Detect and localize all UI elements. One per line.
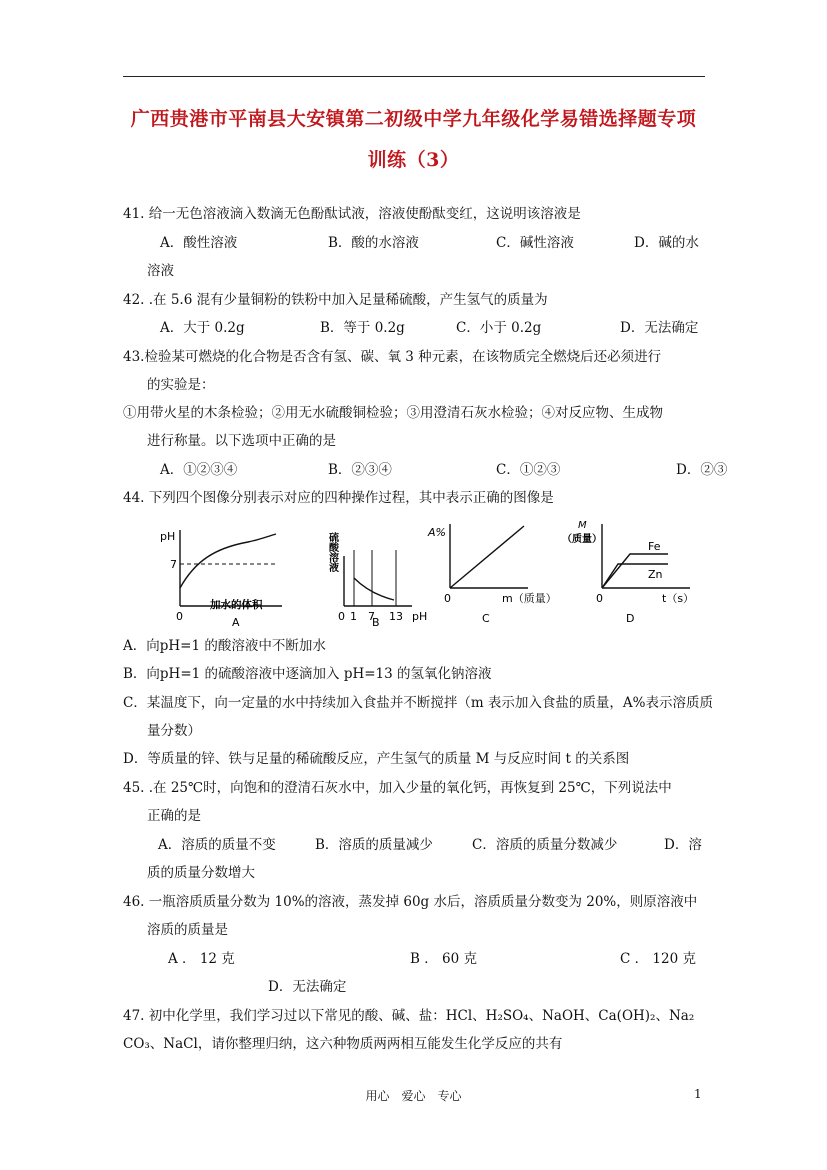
- graph-b-curve: [354, 578, 394, 600]
- q46-stem-line1: 46. 一瓶溶质质量分数为 10%的溶液，蒸发掉 60g 水后，溶质质量分数变为 20%，则原溶液中: [123, 894, 698, 910]
- q44-option-a: A．向pH=1 的酸溶液中不断加水: [123, 638, 326, 654]
- graph-b-tick-0: 0: [338, 610, 345, 623]
- q41-option-a: A．酸性溶液: [160, 235, 238, 251]
- q43-option-a: A．①②③④: [160, 462, 238, 478]
- graph-c-xlabel: m（质量）: [502, 592, 557, 605]
- q45-option-c: C．溶质的质量分数减少: [472, 837, 618, 853]
- q47-stem-line1: 47. 初中化学里，我们学习过以下常见的酸、碱、盐：HCl、H₂SO₄、NaOH、Ca(OH)₂、Na₂: [123, 1008, 695, 1024]
- q44-option-c-line2: 量分数）: [147, 723, 201, 739]
- q41-option-b: B．酸的水溶液: [328, 235, 419, 251]
- q42-stem: 42. .在 5.6 混有少量铜粉的铁粉中加入足量稀硫酸，产生氢气的质量为: [123, 292, 548, 308]
- graph-a-xlabel: 加水的体积: [210, 599, 263, 611]
- graph-a-ylabel: pH: [160, 530, 176, 543]
- q41-option-c: C．碱性溶液: [496, 235, 574, 251]
- graph-b-xunit: pH: [412, 610, 428, 623]
- q41-option-d-cont: 溶液: [147, 263, 174, 279]
- graph-d-origin: 0: [596, 592, 603, 605]
- q45-option-d: D．溶: [664, 837, 702, 853]
- graph-c-origin: 0: [444, 592, 451, 605]
- q44-option-d: D．等质量的锌、铁与足量的稀硫酸反应，产生氢气的质量 M 与反应时间 t 的关系图: [123, 751, 630, 767]
- doc-title-line2: 训练（3）: [367, 149, 460, 171]
- graph-b-letter: B: [372, 616, 380, 628]
- q41-stem: 41. 给一无色溶液滴入数滴无色酚酞试液，溶液使酚酞变红，这说明该溶液是: [123, 206, 581, 222]
- doc-title-line1: 广西贵港市平南县大安镇第二初级中学九年级化学易错选择题专项: [130, 108, 697, 130]
- q44-option-b: B．向pH=1 的硫酸溶液中逐滴加入 pH=13 的氢氧化钠溶液: [123, 666, 492, 682]
- q42-option-a: A．大于 0.2g: [160, 320, 245, 336]
- graph-a-curve: [180, 534, 276, 588]
- q43-stem-line4: 进行称量。以下选项中正确的是: [147, 433, 336, 449]
- q43-stem-line3: ①用带火星的木条检验；②用无水硫酸铜检验；③用澄清石灰水检验；④对反应物、生成物: [123, 405, 663, 421]
- graph-d-fe-label: Fe: [648, 540, 661, 553]
- q45-stem-line2: 正确的是: [147, 808, 201, 824]
- q43-stem-line1: 43.检验某可燃烧的化合物是否含有氢、碳、氧 3 种元素，在该物质完全燃烧后还必须进行: [123, 349, 662, 365]
- graph-d-xlabel: t（s）: [662, 592, 695, 605]
- graph-b-tick-7: 7: [368, 610, 375, 623]
- q44-graphs: [150, 516, 710, 628]
- graph-b-tick-13: 13: [389, 610, 403, 623]
- q44-stem: 44. 下列四个图像分别表示对应的四种操作过程，其中表示正确的图像是: [123, 490, 554, 506]
- footer-motto: 用心 爱心 专心: [365, 1089, 462, 1103]
- q46-option-c: C ． 120 克: [620, 951, 696, 967]
- q46-option-b: B ． 60 克: [410, 951, 477, 967]
- graph-a-origin: 0: [176, 610, 183, 623]
- q43-option-b: B．②③④: [328, 462, 392, 478]
- graph-c-letter: C: [482, 612, 490, 625]
- q42-option-c: C．小于 0.2g: [456, 320, 542, 336]
- graph-d: [562, 520, 694, 625]
- graph-c: [427, 524, 557, 625]
- q46-stem-line2: 溶质的质量是: [147, 922, 228, 938]
- graph-d-letter: D: [626, 612, 635, 625]
- q45-option-d-cont: 质的质量分数增大: [147, 865, 255, 881]
- q43-option-d: D．②③: [676, 462, 728, 478]
- graph-b-tick-1: 1: [350, 610, 357, 623]
- q43-option-c: C．①②③: [496, 462, 561, 478]
- q42-option-b: B．等于 0.2g: [320, 320, 405, 336]
- graph-b: [327, 531, 428, 628]
- graph-c-line: [450, 526, 524, 588]
- header-rule: [123, 76, 705, 77]
- graph-c-ylabel: A%: [428, 526, 446, 539]
- q46-option-a: A ． 12 克: [168, 951, 235, 967]
- q43-stem-line2: 的实验是：: [147, 377, 215, 393]
- graph-d-zn-label: Zn: [648, 568, 663, 581]
- q42-option-d: D．无法确定: [620, 320, 699, 336]
- q46-option-d: D．无法确定: [268, 979, 347, 995]
- q44-option-c-line1: C．某温度下，向一定量的水中持续加入食盐并不断搅拌（m 表示加入食盐的质量，A%表示溶质质: [123, 695, 713, 711]
- graph-a-letter: A: [232, 616, 240, 628]
- graph-d-ylabel-bottom: （质量）: [562, 534, 602, 545]
- graph-b-ylabel: 硫酸溶液: [326, 532, 338, 572]
- graph-a-tick-7: 7: [170, 558, 177, 571]
- graph-d-ylabel-top: M: [578, 520, 587, 531]
- q47-stem-line2: CO₃、NaCl，请你整理归纳，这六种物质两两相互能发生化学反应的共有: [123, 1036, 563, 1052]
- q41-option-d: D．碱的水: [634, 235, 699, 251]
- q45-option-b: B．溶质的质量减少: [315, 837, 433, 853]
- q45-option-a: A．溶质的质量不变: [158, 837, 276, 853]
- q45-stem-line1: 45. .在 25℃时，向饱和的澄清石灰水中，加入少量的氧化钙，再恢复到 25℃，下列说法中: [123, 780, 672, 796]
- page-number: 1: [694, 1087, 702, 1101]
- graph-a: [160, 530, 282, 628]
